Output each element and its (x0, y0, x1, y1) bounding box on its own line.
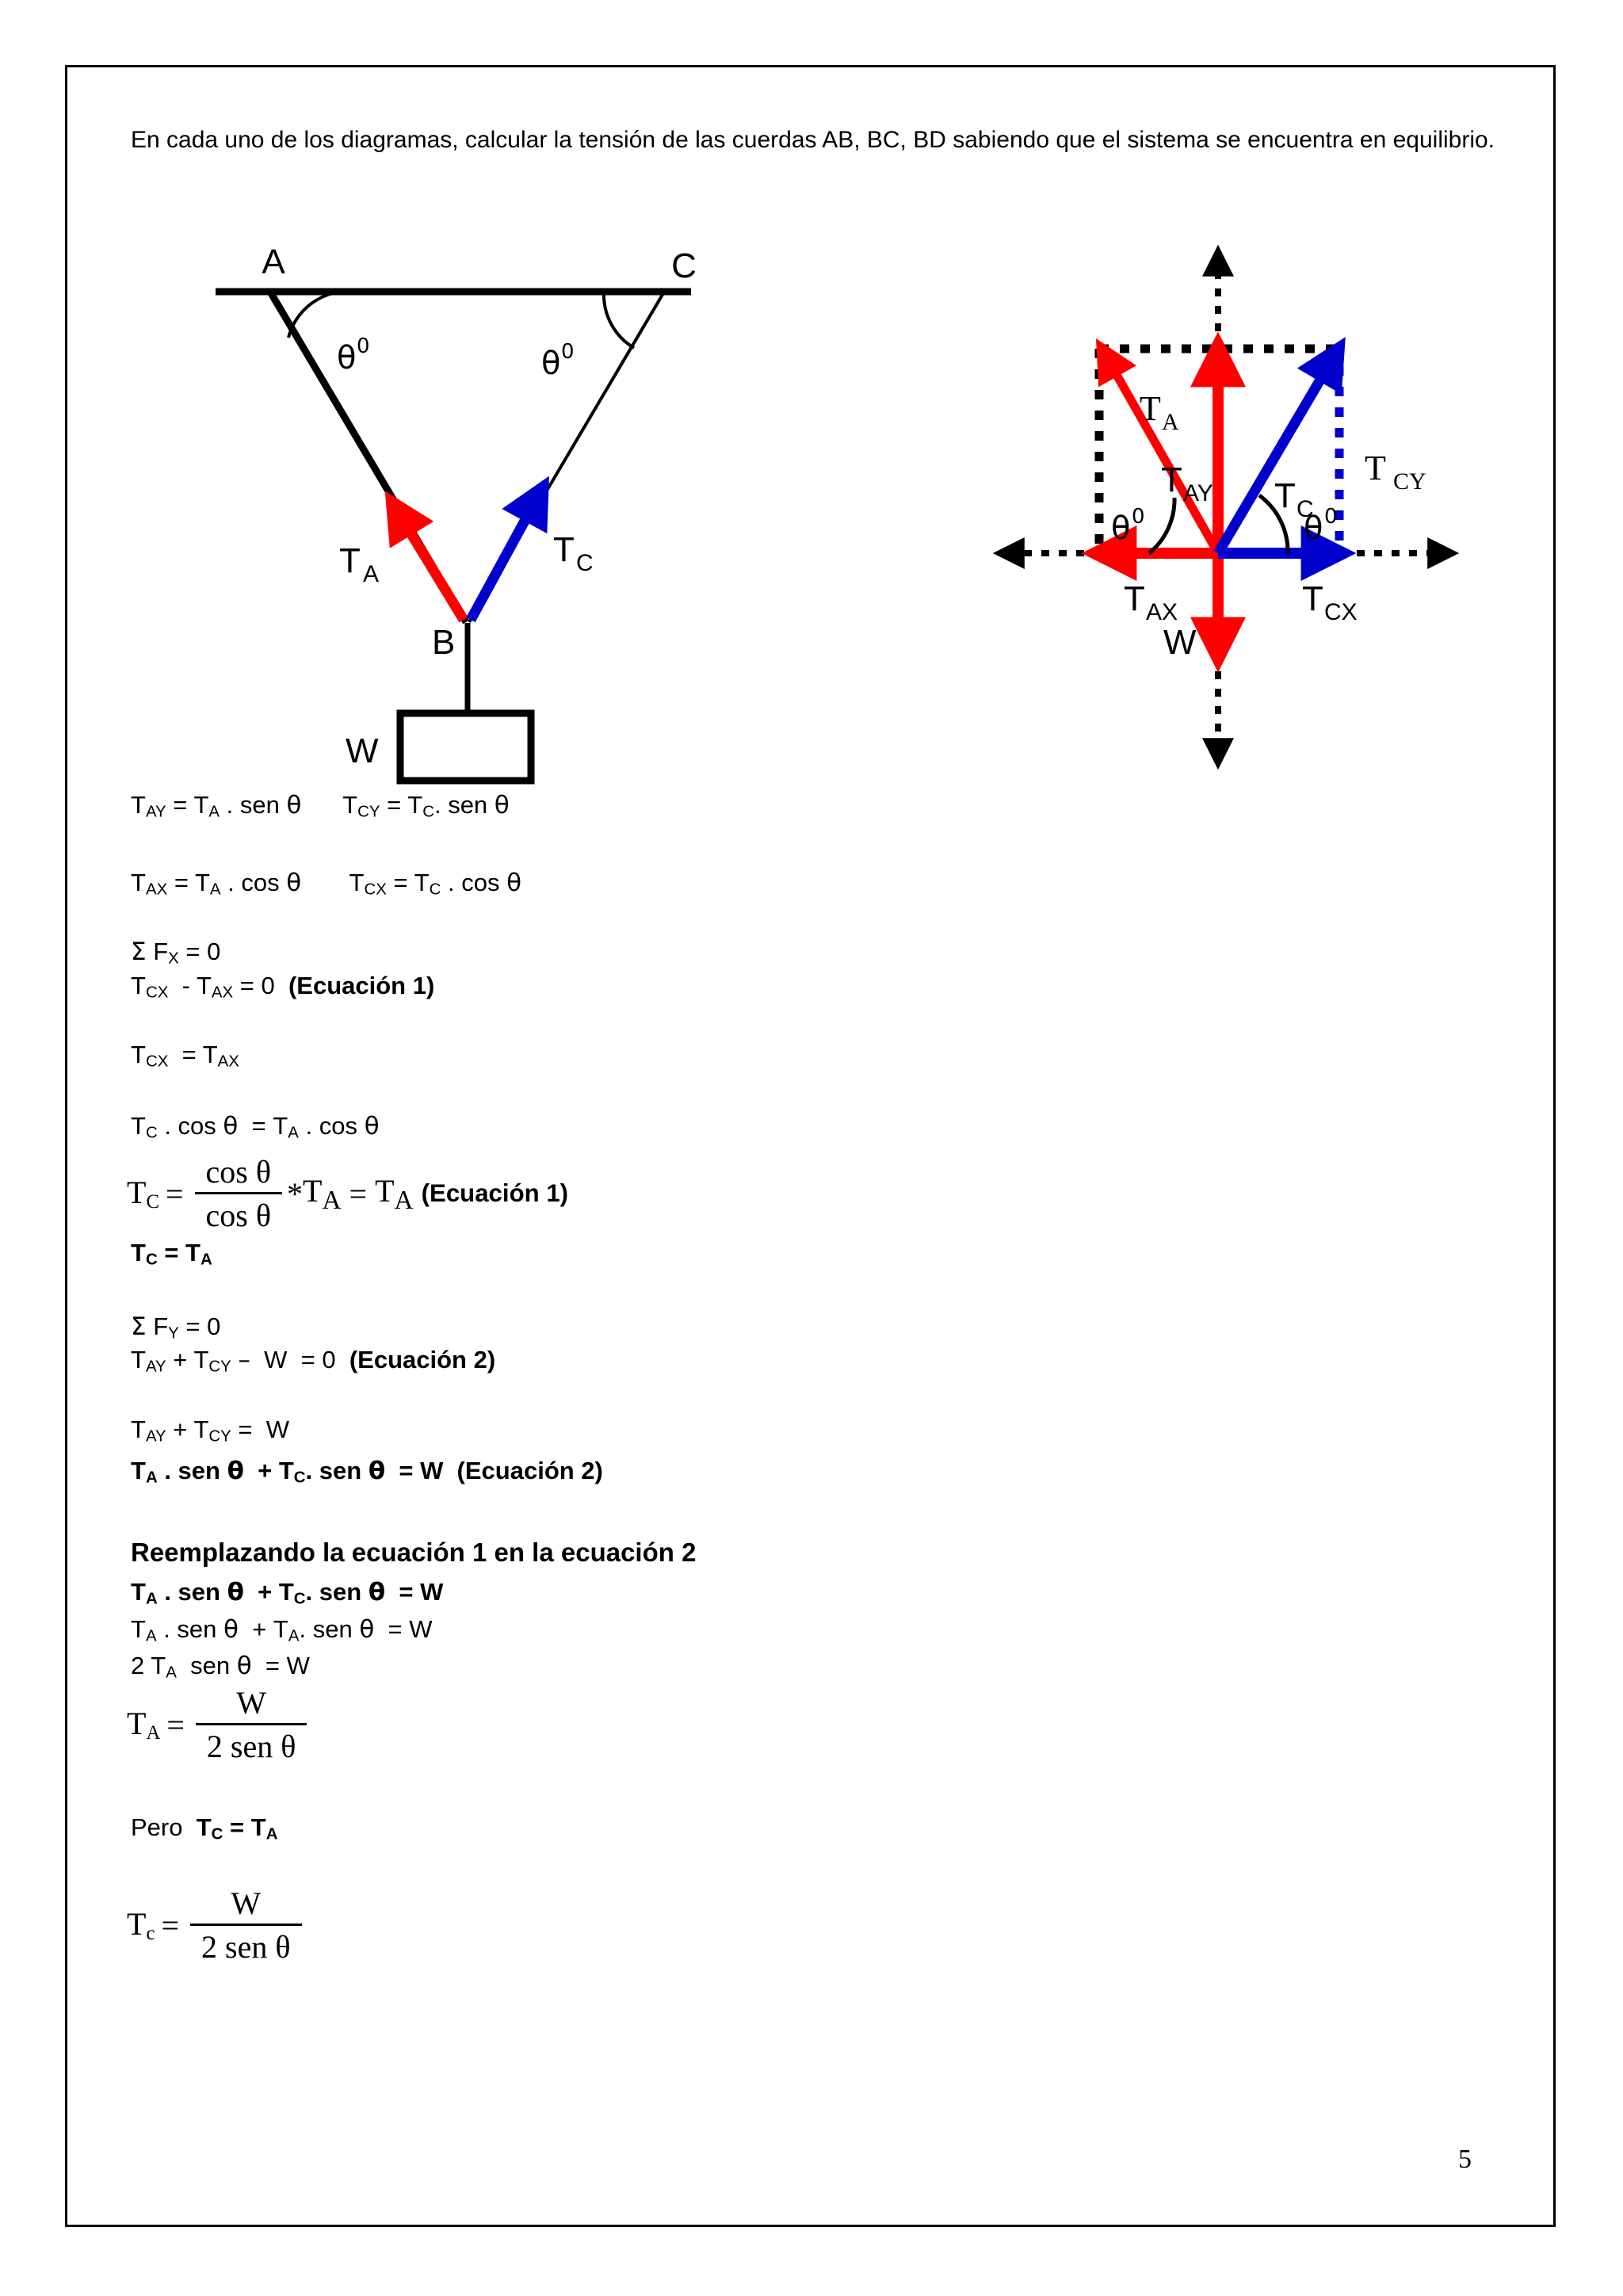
frac-ta-equals: = (166, 1706, 185, 1743)
frac-tc-lhs-t: T (127, 1174, 147, 1210)
label-angle-right-sup: 0 (1324, 505, 1338, 529)
frac-tc-numerator: cos θ (205, 1154, 272, 1190)
equation-tay-plus-tcy: $T_{AY} + T_{CY} = W$ (131, 1415, 290, 1446)
vector-tc-arrow (471, 498, 537, 620)
vector-ta-arrow (398, 512, 464, 620)
equation-tax-tcx: $T_{AX} = T_A$ . cos θ $T_{CX} = T_C$ . cos θ (131, 869, 522, 899)
frac-ta-numerator: W (236, 1685, 267, 1721)
equation-sen-sum-2: $T_A$ . sen $\theta + T_C$. sen θ = W (131, 1578, 444, 1608)
label-angle-right: θ (1304, 510, 1323, 547)
label-tc: T (1274, 476, 1296, 515)
frac-tc-tail: (Ecuación 1) (421, 1179, 569, 1207)
frac-tcw-denominator: 2 sen θ (201, 1929, 291, 1965)
frac-tc-after-t: T (303, 1172, 323, 1209)
angle-arc-c (604, 293, 634, 348)
label-tay: T (1161, 460, 1182, 499)
frac-tc-equals: = (165, 1175, 184, 1212)
diagram-cuerdas-equilibrio (158, 230, 729, 785)
label-angle-c: θ (541, 346, 561, 382)
equation-tc-equals-ta: $T_C = T_A$ (131, 1239, 212, 1269)
label-tax-sub: AX (1146, 599, 1178, 625)
label-weight: W (346, 732, 379, 770)
equation-sum-fy: Σ $F_Y = 0$ (131, 1312, 221, 1343)
equation-reemplazando: Reemplazando la ecuación 1 en la ecuación 2 (131, 1538, 697, 1567)
frac-ta-lhs-sub: A (146, 1722, 161, 1744)
weight-box (400, 713, 531, 781)
label-tcx-sub: CX (1324, 599, 1358, 625)
label-tc-sub: C (1296, 496, 1314, 522)
label-tcy: T (1365, 449, 1386, 487)
label-tcx: T (1302, 579, 1323, 618)
equation-sum-fx: Σ $F_X = 0$ (131, 938, 221, 968)
label-c: C (671, 246, 697, 285)
frac-tc-result-sub: A (394, 1185, 414, 1215)
label-angle-c-sup: 0 (561, 340, 575, 364)
label-ta-sub: A (1162, 409, 1179, 435)
frac-tc-after-sub: A (322, 1185, 342, 1215)
frac-tcw-numerator: W (231, 1885, 262, 1921)
intro-paragraph: En cada uno de los diagramas, calcular la tensión de las cuerdas AB, BC, BD sabiendo que el sistema se encuentra en equilibrio. (131, 127, 1495, 153)
diagram-right-svg (991, 222, 1577, 793)
label-ta: T (1140, 389, 1161, 428)
frac-tcw-equals: = (161, 1907, 180, 1943)
label-vector-tc-sub: C (576, 550, 594, 576)
equation-sen-substituted: $T_A$ . sen $\theta + T_A$. sen θ = W (131, 1615, 433, 1645)
frac-tcw-lhs-sub: c (146, 1923, 155, 1945)
label-angle-a-sup: 0 (357, 334, 370, 358)
frac-tc-denominator: cos θ (205, 1198, 272, 1233)
label-vector-ta: T (339, 541, 361, 580)
equation-ecuacion-1: $T_{CX} - T_{AX} = 0$ (Ecuación 1) (131, 972, 435, 1002)
equation-tay-tcy: $T_{AY} = T_A$ . sen θ $T_{CY} = T_C$. sen θ (131, 791, 510, 821)
frac-tcw-fraction (190, 1885, 301, 1966)
label-tcy-sub: CY (1393, 468, 1426, 495)
equation-pero-tc-ta: Pero $T_C = T_A$ (131, 1813, 278, 1843)
label-a: A (262, 243, 285, 281)
fraction-tc-cos (127, 1153, 568, 1234)
diagram-cuerpo-libre (991, 222, 1577, 793)
diagram-left-svg (158, 230, 729, 785)
frac-tc-fraction (195, 1153, 282, 1234)
frac-ta-denominator: 2 sen θ (206, 1729, 296, 1764)
label-angle-left: θ (1111, 510, 1131, 547)
equation-2ta-sen: 2 $T_A$ sen θ = W (131, 1652, 310, 1682)
frac-tc-result-t: T (375, 1172, 395, 1209)
fraction-tc-w (127, 1885, 307, 1966)
frac-tc-equals2: = (349, 1175, 368, 1212)
label-angle-a: θ (337, 340, 357, 376)
frac-tc-lhs-sub: C (146, 1191, 159, 1213)
equation-sen-sum: $T_A$ . sen $\theta + T_C$. sen θ = W (Ecuación 2) (131, 1457, 603, 1487)
frac-ta-lhs-t: T (127, 1705, 147, 1741)
label-b: B (432, 623, 456, 662)
frac-tc-mult: * (287, 1175, 304, 1212)
equation-tcx-eq-tax: $T_{CX} = T_{AX}$ (131, 1041, 239, 1071)
label-vector-ta-sub: A (363, 561, 380, 587)
fraction-ta-w (127, 1684, 311, 1765)
equation-tc-cos-ta-cos: $T_C$ . $\cos \theta = T_A$ . cos θ (131, 1112, 380, 1142)
angle-arc-left (1149, 498, 1174, 553)
label-vector-tc: T (553, 530, 575, 569)
label-w: W (1163, 623, 1197, 662)
label-tay-sub: AY (1183, 480, 1213, 506)
equation-ecuacion-2: $T_{AY} + T_{CY} - W = 0$ (Ecuación 2) (131, 1346, 496, 1376)
frac-ta-fraction (196, 1684, 307, 1765)
frac-tcw-lhs-t: T (127, 1905, 147, 1942)
page-number: 5 (1458, 2145, 1472, 2174)
label-tax: T (1124, 579, 1145, 618)
label-angle-left-sup: 0 (1132, 505, 1145, 529)
